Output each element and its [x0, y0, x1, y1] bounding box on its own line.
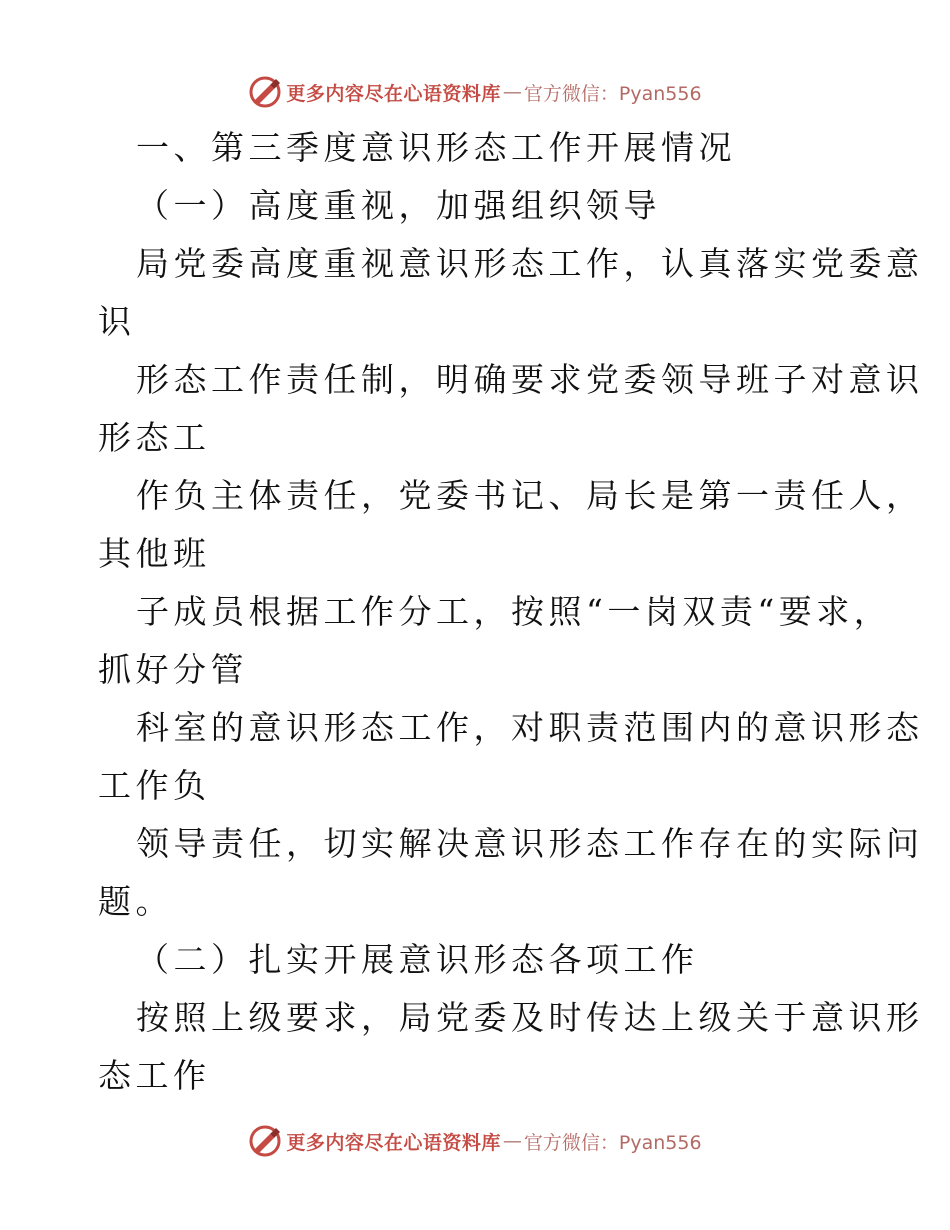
paragraph-line: 作负主体责任，党委书记、局长是第一责任人，	[136, 476, 924, 515]
pen-logo-icon	[248, 75, 282, 109]
paragraph-line: 按照上级要求，局党委及时传达上级关于意识形	[136, 998, 924, 1037]
paragraph-line: 抓好分管	[98, 650, 248, 689]
section-heading-1: 一、第三季度意识形态工作开展情况	[136, 128, 736, 167]
paragraph-line: 工作负	[98, 766, 211, 805]
paragraph-line: 子成员根据工作分工，按照“一岗双责“要求，	[136, 592, 892, 631]
paragraph-line: 形态工作责任制，明确要求党委领导班子对意识	[136, 360, 924, 399]
paragraph-line: 局党委高度重视意识形态工作，认真落实党委意	[136, 244, 924, 283]
banner-brand-text: 更多内容尽在心语资料库	[286, 82, 501, 105]
paragraph-line: 形态工	[98, 418, 211, 457]
banner-wechat-text: 官方微信：Pyan556	[523, 82, 702, 105]
header-watermark-banner	[0, 72, 950, 112]
footer-watermark-banner	[0, 1121, 950, 1161]
paragraph-line: 其他班	[98, 534, 211, 573]
paragraph-line: 态工作	[98, 1056, 211, 1095]
banner-dash: —	[502, 1130, 522, 1152]
paragraph-line: 题。	[98, 882, 173, 921]
banner-dash: —	[502, 81, 522, 103]
banner-wechat-text: 官方微信：Pyan556	[523, 1131, 702, 1154]
pen-logo-icon	[248, 1124, 282, 1158]
banner-brand-text: 更多内容尽在心语资料库	[286, 1131, 501, 1154]
paragraph-line: 科室的意识形态工作，对职责范围内的意识形态	[136, 708, 924, 747]
paragraph-line: 领导责任，切实解决意识形态工作存在的实际问	[136, 824, 924, 863]
paragraph-line: 识	[98, 302, 136, 341]
subsection-heading-2: （二）扎实开展意识形态各项工作	[136, 940, 699, 979]
subsection-heading-1: （一）高度重视，加强组织领导	[136, 186, 661, 225]
